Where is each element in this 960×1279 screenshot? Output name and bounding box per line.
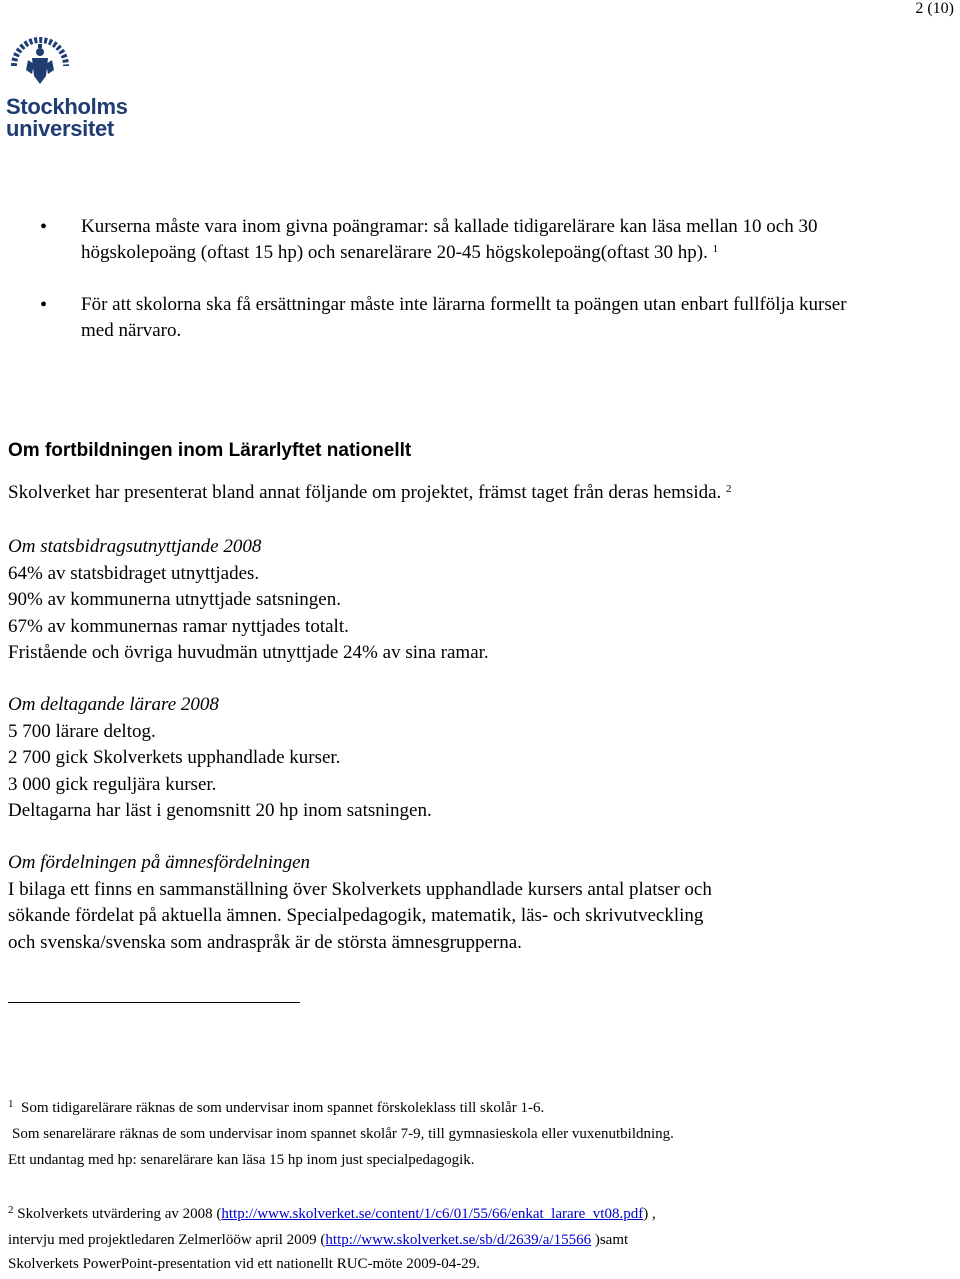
stat-line: Deltagarna har läst i genomsnitt 20 hp inom satsningen. — [8, 800, 432, 821]
deltagande-block — [8, 692, 908, 825]
stat-line: 2 700 gick Skolverkets upphandlade kurser. — [8, 747, 341, 768]
stat-line: 64% av statsbidraget utnyttjades. — [8, 562, 260, 584]
intro-paragraph: Skolverket har presenterat bland annat följande om projektet, främst taget från deras hemsida. $^2$ — [8, 482, 732, 503]
fordelning-title: Om fördelningen på ämnesfördelningen — [8, 852, 311, 873]
stat-line: 67% av kommunernas ramar nyttjades totalt. — [8, 615, 349, 637]
statsbidrag-block — [8, 534, 908, 667]
fordelning-block — [8, 850, 908, 956]
body-line: I bilaga ett finns en sammanställning över Skolverkets upphandlade kursers antal platser och — [8, 878, 712, 900]
statsbidrag-title: Om statsbidragsutnyttjande 2008 — [8, 536, 262, 557]
footnote-ref: 2 — [726, 483, 732, 495]
footnote-number: 1 — [8, 1098, 14, 1110]
body-line: sökande fördelat på aktuella ämnen. Specialpedagogik, matematik, läs- och skrivutveckling — [8, 905, 704, 926]
footnote-link-2[interactable]: http://www.skolverket.se/sb/d/2639/a/15566 — [325, 1232, 592, 1248]
logo-wordmark — [6, 96, 128, 140]
bullet-item: • Kurserna måste vara inom givna poängramar: så kallade tidigarelärare kan läsa mellan 10 och 30 högskolepoäng (oftast 15 hp) och senarelärare 20-45 högskolepoäng(oftast 30 hp). $^1$ — [0, 214, 960, 266]
stat-line: 5 700 lärare deltog. — [8, 720, 156, 742]
footnote-ref: 1 — [712, 243, 719, 255]
page-number: 2 (10) — [915, 0, 954, 17]
university-crest-icon — [8, 36, 72, 94]
stat-line: Fristående och övriga huvudmän utnyttjade 24% av sina ramar. — [8, 642, 489, 663]
body-line: och svenska/svenska som andraspråk är de största ämnesgrupperna. — [8, 931, 522, 953]
section-heading: Om fortbildningen inom Lärarlyftet nationellt — [8, 440, 412, 461]
bullet-list — [0, 214, 960, 370]
stat-line: 3 000 gick reguljära kurser. — [8, 773, 217, 795]
university-logo — [6, 36, 128, 141]
deltagande-title: Om deltagande lärare 2008 — [8, 694, 219, 715]
footnote-separator — [8, 1002, 300, 1003]
logo-line-1: Stockholms — [6, 94, 128, 119]
footnote-link-1[interactable]: http://www.skolverket.se/content/1/c6/01/55/66/enkat_larare_vt08.pdf — [221, 1206, 644, 1222]
stat-line: 90% av kommunerna utnyttjade satsningen. — [8, 589, 341, 610]
footnote-2: $^2$ Skolverkets utvärdering av 2008 (http://www.skolverket.se/content/1/c6/01/55/66/enkat_larare_vt08.pdf) , intervju med projektledaren Zelmerlööw april 2009 (http://www.skolverket.se/sb/d/2639/a/15566 )samt Skolverkets PowerPoint-presentation vid ett nationellt RUC-möte 2009-04-29. — [8, 1204, 656, 1272]
footnote-1: $^1$ Som tidigarelärare räknas de som undervisar inom spannet förskoleklass till skolår 1-6. Som senarelärare räknas de som undervisar inom spannet skolår 7-9, till gymnasieskola eller vuxenutbildning. Ett undantag med hp: senarelärare kan läsa 15 hp inom just specialpedagogik. — [8, 1098, 674, 1168]
bullet-item: • För att skolorna ska få ersättningar måste inte lärarna formellt ta poängen utan enbart fullfölja kurser med närvaro. — [0, 292, 960, 344]
logo-line-2: universitet — [6, 116, 114, 141]
footnote-number: 2 — [8, 1204, 14, 1216]
